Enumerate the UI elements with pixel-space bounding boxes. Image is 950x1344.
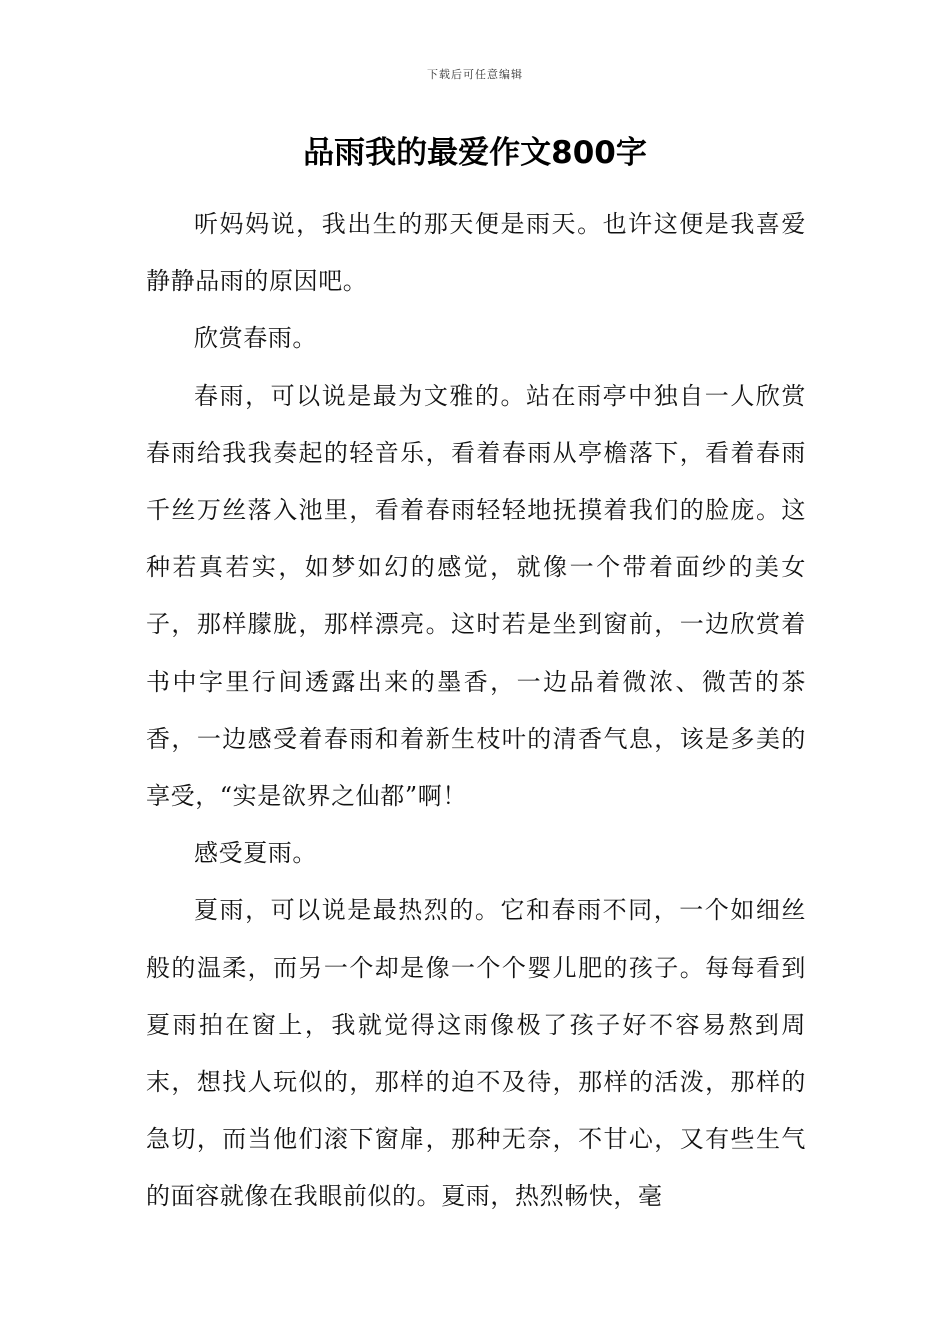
paragraph: 感受夏雨。 (194, 839, 317, 868)
paragraph: 春雨，可以说是最为文雅的。站在雨亭中独自一人欣赏春雨给我我奏起的轻音乐，看着春雨从亭檐落下，看着春雨千丝万丝落入池里，看着春雨轻轻地抚摸着我们的脸庞。这种若真若实，如梦如幻的感觉，就像一个带着面纱的美女子，那样朦胧，那样漂亮。这时若是坐到窗前，一边欣赏着书中字里行间透露出来的墨香，一边品着微浓、微苦的茶香，一边感受着春雨和着新生枝叶的清香气息，该是多美的享受，“实是欲界之仙都”啊！ (146, 381, 806, 811)
header-note: 下载后可任意编辑 (427, 68, 523, 81)
paragraph: 听妈妈说，我出生的那天便是雨天。也许这便是我喜爱静静品雨的原因吧。 (146, 210, 806, 296)
paragraph: 夏雨，可以说是最热烈的。它和春雨不同，一个如细丝般的温柔，而另一个却是像一个个婴儿肥的孩子。每每看到夏雨拍在窗上，我就觉得这雨像极了孩子好不容易熬到周末，想找人玩似的，那样的迫不及待，那样的活泼，那样的急切，而当他们滚下窗扉，那种无奈，不甘心，又有些生气的面容就像在我眼前似的。夏雨，热烈畅快，毫 (146, 896, 806, 1211)
page-title: 品雨我的最爱作文800字 (303, 135, 647, 171)
document-body (146, 196, 806, 1226)
paragraph: 欣赏春雨。 (194, 324, 317, 353)
